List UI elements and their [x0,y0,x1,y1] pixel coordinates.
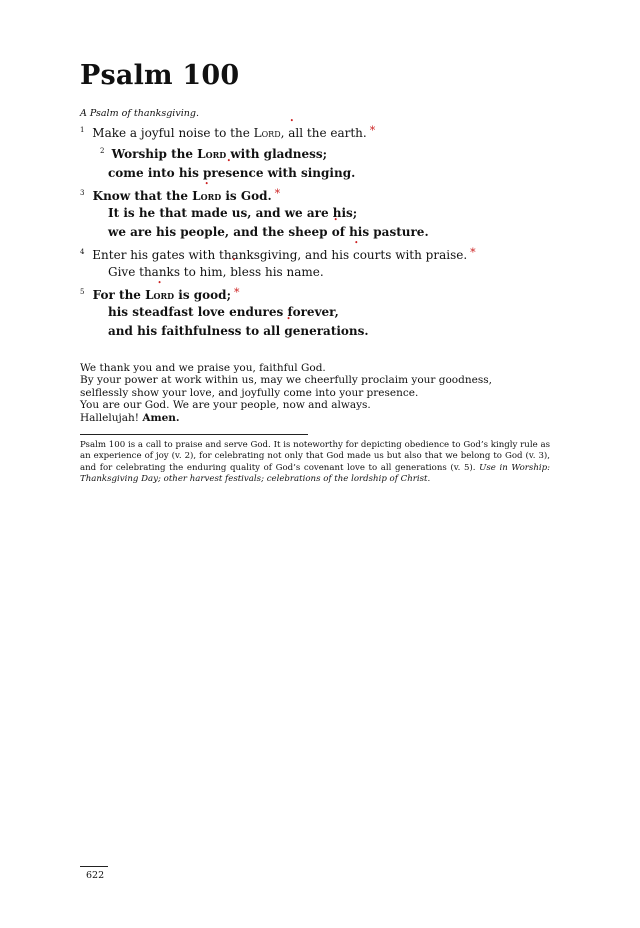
prayer-line: Hallelujah! Amen. [80,411,180,424]
verse-3-line-3: we are his people, and the sheep • of his pasture. [108,225,429,239]
verse-2-line-2: come into his pre• sence with singing. [108,166,355,180]
asterisk-mark: * [274,187,281,200]
pointing-mark: • o [332,225,340,239]
verse-5-line-3: and his faithfulness to all • generations. [108,324,369,338]
page-title: Psalm 100 [80,60,240,91]
psalm-prayer [80,362,492,424]
verse-4-line-1: 4 Enter his gates with thanksgiving, and his • courts with praise. * [80,246,476,262]
note-divider [80,434,308,435]
lord-small-caps: Lord [197,147,227,161]
verse-number: 1 [80,126,85,134]
verse-3-line-2: It is he that made us, and we are his; [108,206,358,220]
prayer-line: We thank you and we praise you, faithful God. [80,362,326,374]
verse-number: 3 [80,189,85,197]
prayer-line: By your power at work within us, may we cheerfully proclaim your goodness, [80,374,492,387]
lord-small-caps: • Lord [145,288,174,302]
pointing-mark: • b [230,265,238,279]
verse-2-line-1: 2 Worship the Lord with gladness; [100,147,328,161]
use-in-worship: Use in Worship: Thanksgiving Day; other harvest festivals; celebrations of the lordship of Christ. [80,462,551,485]
lord-small-caps: Lord [253,126,281,140]
asterisk-mark: * [369,124,376,137]
amen-word: Amen. [142,411,180,424]
verse-1-line: 1 Make a joyful noise to the Lord, • all the earth. * [80,124,375,140]
pointing-mark: • g [284,324,292,338]
verse-3-line-1: 3 Know that the • Lord is God. * [80,187,280,203]
prayer-line: You are our God. We are your people, now and always. [80,399,371,412]
psalm-note: Psalm 100 is a call to praise and serve God. It is noteworthy for depicting obedience to God’s kingly rule as an experience of joy (v. 2), for celebrating not only that God made us but also that we belong to God (v. 3), and for celebrating the enduring quality of God’s covenant love to all generations (v. 5). Use in Worship: Thanksgiving Day; other harvest festivals; celebrations of the lordship of Christ. [80,440,551,485]
pointing-mark: • s [225,166,232,180]
verse-number: 2 [100,147,105,155]
verse-number: 5 [80,288,85,296]
pointing-mark: • a [288,126,295,140]
pointing-mark: • c [353,248,360,262]
asterisk-mark: * [234,286,240,299]
psalm-superscription: A Psalm of thanksgiving. [80,108,199,119]
asterisk-mark: * [470,246,476,259]
verse-5-line-1: 5 For the • Lord is good; * [80,286,240,302]
page-number: 622 [86,870,105,881]
prayer-line: selflessly show your love, and joyfully come into your presence. [80,386,419,399]
lord-small-caps: • Lord [192,189,221,203]
verse-number: 4 [80,248,85,256]
verse-4-line-2: Give thanks to him, • bless his name. [108,265,324,279]
footer-divider [80,866,108,867]
verse-5-line-2: his steadfast love endures forever, [108,305,339,319]
